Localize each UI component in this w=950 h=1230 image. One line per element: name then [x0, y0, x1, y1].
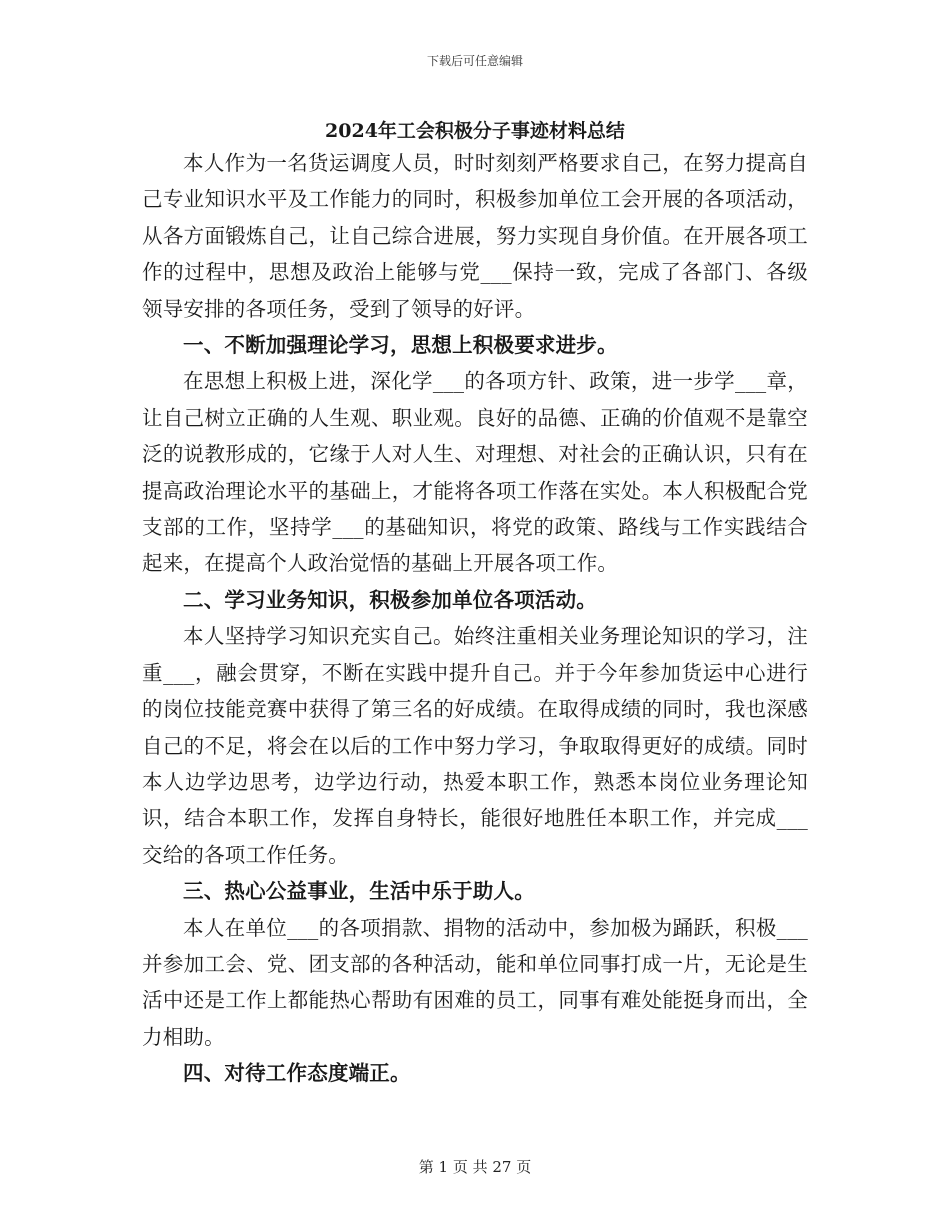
page-header-note: 下载后可任意编辑 — [426, 54, 523, 68]
section-heading-4: 四、对待工作态度端正。 — [183, 1061, 411, 1086]
section-heading-3: 三、热心公益事业，生活中乐于助人。 — [183, 879, 535, 904]
section-1-paragraph: 在思想上积极上进，深化学___的各项方针、政策，进一步学___章，让自己树立正确的人生观、职业观。良好的品德、正确的价值观不是靠空泛的说教形成的，它缘于人对人生、对理想、对社会的正确认识，只有在提高政治理论水平的基础上，才能将各项工作落在实处。本人积极配合党支部的工作，坚持学___的基础知识，将党的政策、路线与工作实践结合起来，在提高个人政治觉悟的基础上开展各项工作。 — [142, 369, 808, 576]
section-heading-1: 一、不断加强理论学习，思想上积极要求进步。 — [183, 333, 618, 358]
document-title: 2024年工会积极分子事迹材料总结 — [325, 120, 625, 142]
intro-paragraph: 本人作为一名货运调度人员，时时刻刻严格要求自己，在努力提高自己专业知识水平及工作能力的同时，积极参加单位工会开展的各项活动，从各方面锻炼自己，让自己综合进展，努力实现自身价值。在开展各项工作的过程中，思想及政治上能够与党___保持一致，完成了各部门、各级领导安排的各项任务，受到了领导的好评。 — [142, 151, 808, 321]
section-2-paragraph: 本人坚持学习知识充实自己。始终注重相关业务理论知识的学习，注重___，融会贯穿，不断在实践中提升自己。并于今年参加货运中心进行的岗位技能竞赛中获得了第三名的好成绩。在取得成绩的同时，我也深感自己的不足，将会在以后的工作中努力学习，争取取得更好的成绩。同时本人边学边思考，边学边行动，热爱本职工作，熟悉本岗位业务理论知识，结合本职工作，发挥自身特长，能很好地胜任本职工作，并完成___交给的各项工作任务。 — [142, 624, 808, 867]
document-body — [142, 145, 808, 1092]
section-3-paragraph: 本人在单位___的各项捐款、捐物的活动中，参加极为踊跃，积极___并参加工会、党、团支部的各种活动，能和单位同事打成一片，无论是生活中还是工作上都能热心帮助有困难的员工，同事有难处能挺身而出，全力相助。 — [142, 915, 808, 1049]
section-heading-2: 二、学习业务知识，积极参加单位各项活动。 — [183, 587, 597, 612]
page-number-footer: 第 1 页 共 27 页 — [418, 1158, 532, 1176]
